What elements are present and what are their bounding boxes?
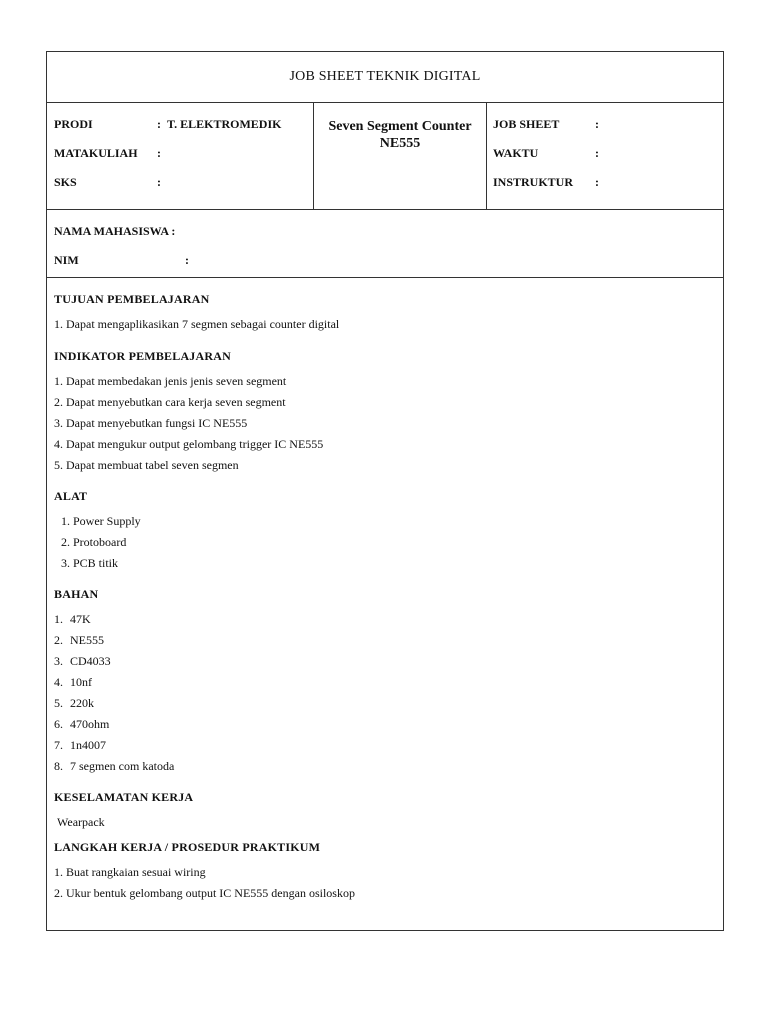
sks-field <box>54 175 313 204</box>
bahan-text: NE555 <box>70 633 104 647</box>
session-info <box>487 103 723 209</box>
indikator-item: 4. Dapat mengukur output gelombang trigger IC NE555 <box>54 437 324 451</box>
bahan-item <box>54 630 723 651</box>
prodi-colon: : <box>157 117 161 131</box>
alat-item: 1. Power Supply <box>61 514 141 528</box>
bahan-title: BAHAN <box>54 587 99 601</box>
info-row <box>47 103 723 210</box>
topic-line-2: NE555 <box>379 136 421 151</box>
bahan-text: 470ohm <box>70 717 110 731</box>
course-info <box>47 103 314 209</box>
instruktur-label: INSTRUKTUR <box>493 175 574 189</box>
langkah-title: LANGKAH KERJA / PROSEDUR PRAKTIKUM <box>54 840 321 854</box>
prodi-label: PRODI <box>54 117 93 131</box>
alat-item: 3. PCB titik <box>61 556 119 570</box>
nim-colon: : <box>185 253 189 267</box>
nim-label: NIM <box>54 253 79 267</box>
sheet-body <box>47 278 723 904</box>
jobsheet-label: JOB SHEET <box>493 117 560 131</box>
bahan-text: CD4033 <box>70 654 111 668</box>
bahan-num: 8. <box>54 759 63 773</box>
alat-item: 2. Protoboard <box>61 535 127 549</box>
langkah-item: 1. Buat rangkaian sesuai wiring <box>54 865 206 879</box>
keselamatan-title: KESELAMATAN KERJA <box>54 790 194 804</box>
bahan-item <box>54 609 723 630</box>
prodi-field <box>54 117 313 146</box>
bahan-text: 47K <box>70 612 91 626</box>
tujuan-title: TUJUAN PEMBELAJARAN <box>54 292 210 306</box>
bahan-item <box>54 756 723 777</box>
sks-colon: : <box>157 175 161 189</box>
job-sheet <box>46 51 724 931</box>
prodi-value: T. ELEKTROMEDIK <box>167 117 282 131</box>
bahan-num: 5. <box>54 696 63 710</box>
waktu-field <box>493 146 723 175</box>
bahan-item <box>54 735 723 756</box>
sks-label: SKS <box>54 175 77 189</box>
matakuliah-label: MATAKULIAH <box>54 146 138 160</box>
bahan-num: 6. <box>54 717 63 731</box>
student-info <box>47 210 723 278</box>
indikator-item: 2. Dapat menyebutkan cara kerja seven segment <box>54 395 286 409</box>
bahan-num: 4. <box>54 675 63 689</box>
topic-title <box>314 103 487 209</box>
indikator-item: 1. Dapat membedakan jenis jenis seven segment <box>54 374 287 388</box>
nama-field <box>54 224 723 253</box>
indikator-item: 3. Dapat menyebutkan fungsi IC NE555 <box>54 416 248 430</box>
jobsheet-colon: : <box>595 117 599 131</box>
waktu-label: WAKTU <box>493 146 539 160</box>
bahan-text: 7 segmen com katoda <box>70 759 175 773</box>
indikator-item: 5. Dapat membuat tabel seven segmen <box>54 458 239 472</box>
sheet-title: JOB SHEET TEKNIK DIGITAL <box>47 52 723 103</box>
langkah-item: 2. Ukur bentuk gelombang output IC NE555 dengan osiloskop <box>54 886 355 900</box>
jobsheet-field <box>493 117 723 146</box>
indikator-title: INDIKATOR PEMBELAJARAN <box>54 349 231 363</box>
bahan-item <box>54 714 723 735</box>
bahan-item <box>54 693 723 714</box>
bahan-num: 3. <box>54 654 63 668</box>
topic-line-1: Seven Segment Counter <box>328 119 472 134</box>
bahan-text: 10nf <box>70 675 92 689</box>
bahan-text: 1n4007 <box>70 738 106 752</box>
bahan-num: 2. <box>54 633 63 647</box>
bahan-text: 220k <box>70 696 94 710</box>
tujuan-item: 1. Dapat mengaplikasikan 7 segmen sebagai counter digital <box>54 317 340 331</box>
matakuliah-colon: : <box>157 146 161 160</box>
instruktur-colon: : <box>595 175 599 189</box>
bahan-num: 1. <box>54 612 63 626</box>
keselamatan-item: Wearpack <box>57 815 105 829</box>
bahan-item <box>54 651 723 672</box>
waktu-colon: : <box>595 146 599 160</box>
nama-label: NAMA MAHASISWA : <box>54 224 176 238</box>
instruktur-field <box>493 175 723 204</box>
bahan-item <box>54 672 723 693</box>
alat-title: ALAT <box>54 489 88 503</box>
bahan-num: 7. <box>54 738 63 752</box>
matakuliah-field <box>54 146 313 175</box>
